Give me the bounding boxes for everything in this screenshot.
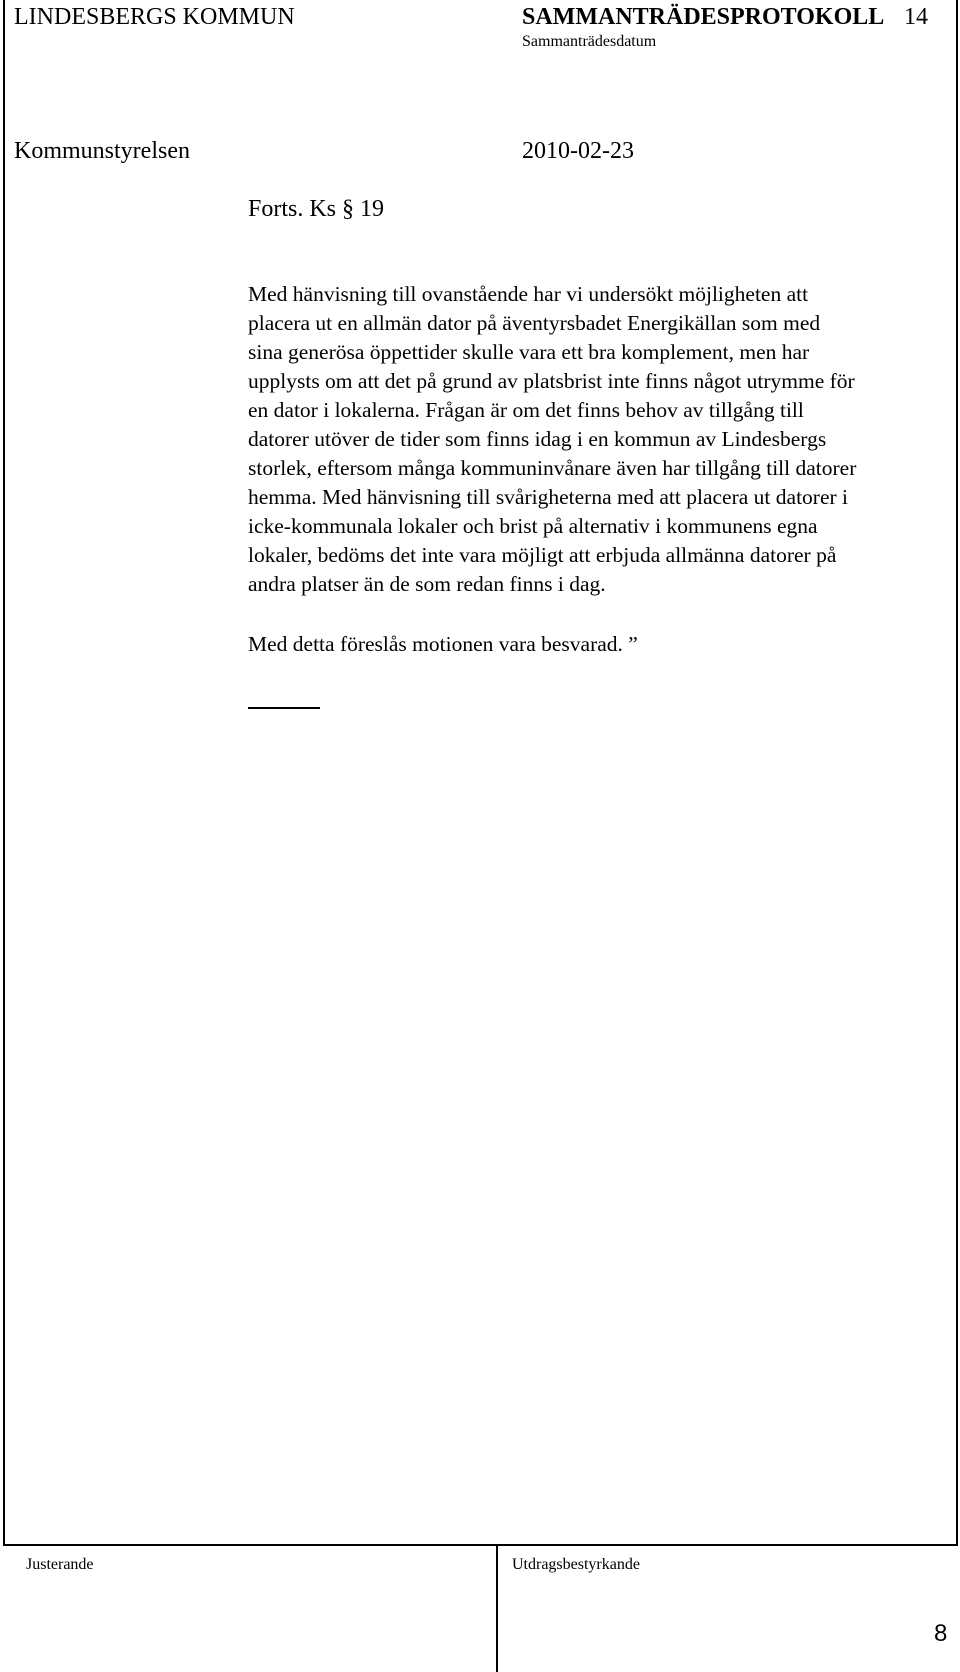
text-line: andra platser än de som redan finns i dag. xyxy=(248,572,606,596)
justerande-label: Justerande xyxy=(26,1556,94,1573)
footer-column-divider xyxy=(496,1544,498,1672)
text-line: hemma. Med hänvisning till svårigheterna med att placera ut datorer i xyxy=(248,485,849,509)
text-line: sina generösa öppettider skulle vara ett bra komplement, men har xyxy=(248,340,810,364)
text-line: icke-kommunala lokaler och brist på alternativ i kommunens egna xyxy=(248,514,818,538)
page-number-bottom: 8 xyxy=(934,1620,948,1647)
conclusion-text: Med detta föreslås motionen vara besvarad. ” xyxy=(248,632,638,656)
text-line: upplysts om att det på grund av platsbrist inte finns något utrymme för xyxy=(248,369,855,393)
page-number-top: 14 xyxy=(904,4,928,30)
right-border-line xyxy=(956,0,958,1546)
text-line: lokaler, bedöms det inte vara möjligt att erbjuda allmänna datorer på xyxy=(248,543,837,567)
document-type: SAMMANTRÄDESPROTOKOLL xyxy=(522,4,885,30)
footer-divider xyxy=(3,1544,958,1546)
section-reference: Forts. Ks § 19 xyxy=(248,196,385,222)
end-dash-line xyxy=(248,707,320,709)
text-line: placera ut en allmän dator på äventyrsbadet Energikällan som med xyxy=(248,311,821,335)
text-line: en dator i lokalerna. Frågan är om det finns behov av tillgång till xyxy=(248,398,804,422)
meeting-date: 2010-02-23 xyxy=(522,138,634,164)
text-line: Med hänvisning till ovanstående har vi undersökt möjligheten att xyxy=(248,282,809,306)
date-label: Sammanträdesdatum xyxy=(522,33,657,50)
utdragsbestyrkande-label: Utdragsbestyrkande xyxy=(512,1556,640,1573)
paragraph-main xyxy=(248,280,958,599)
text-line: datorer utöver de tider som finns idag i en kommun av Lindesbergs xyxy=(248,427,827,451)
municipality-name: LINDESBERGS KOMMUN xyxy=(14,4,295,30)
committee-name: Kommunstyrelsen xyxy=(14,138,190,164)
text-line: storlek, eftersom många kommuninvånare även har tillgång till datorer xyxy=(248,456,857,480)
left-border-line xyxy=(3,0,5,1546)
